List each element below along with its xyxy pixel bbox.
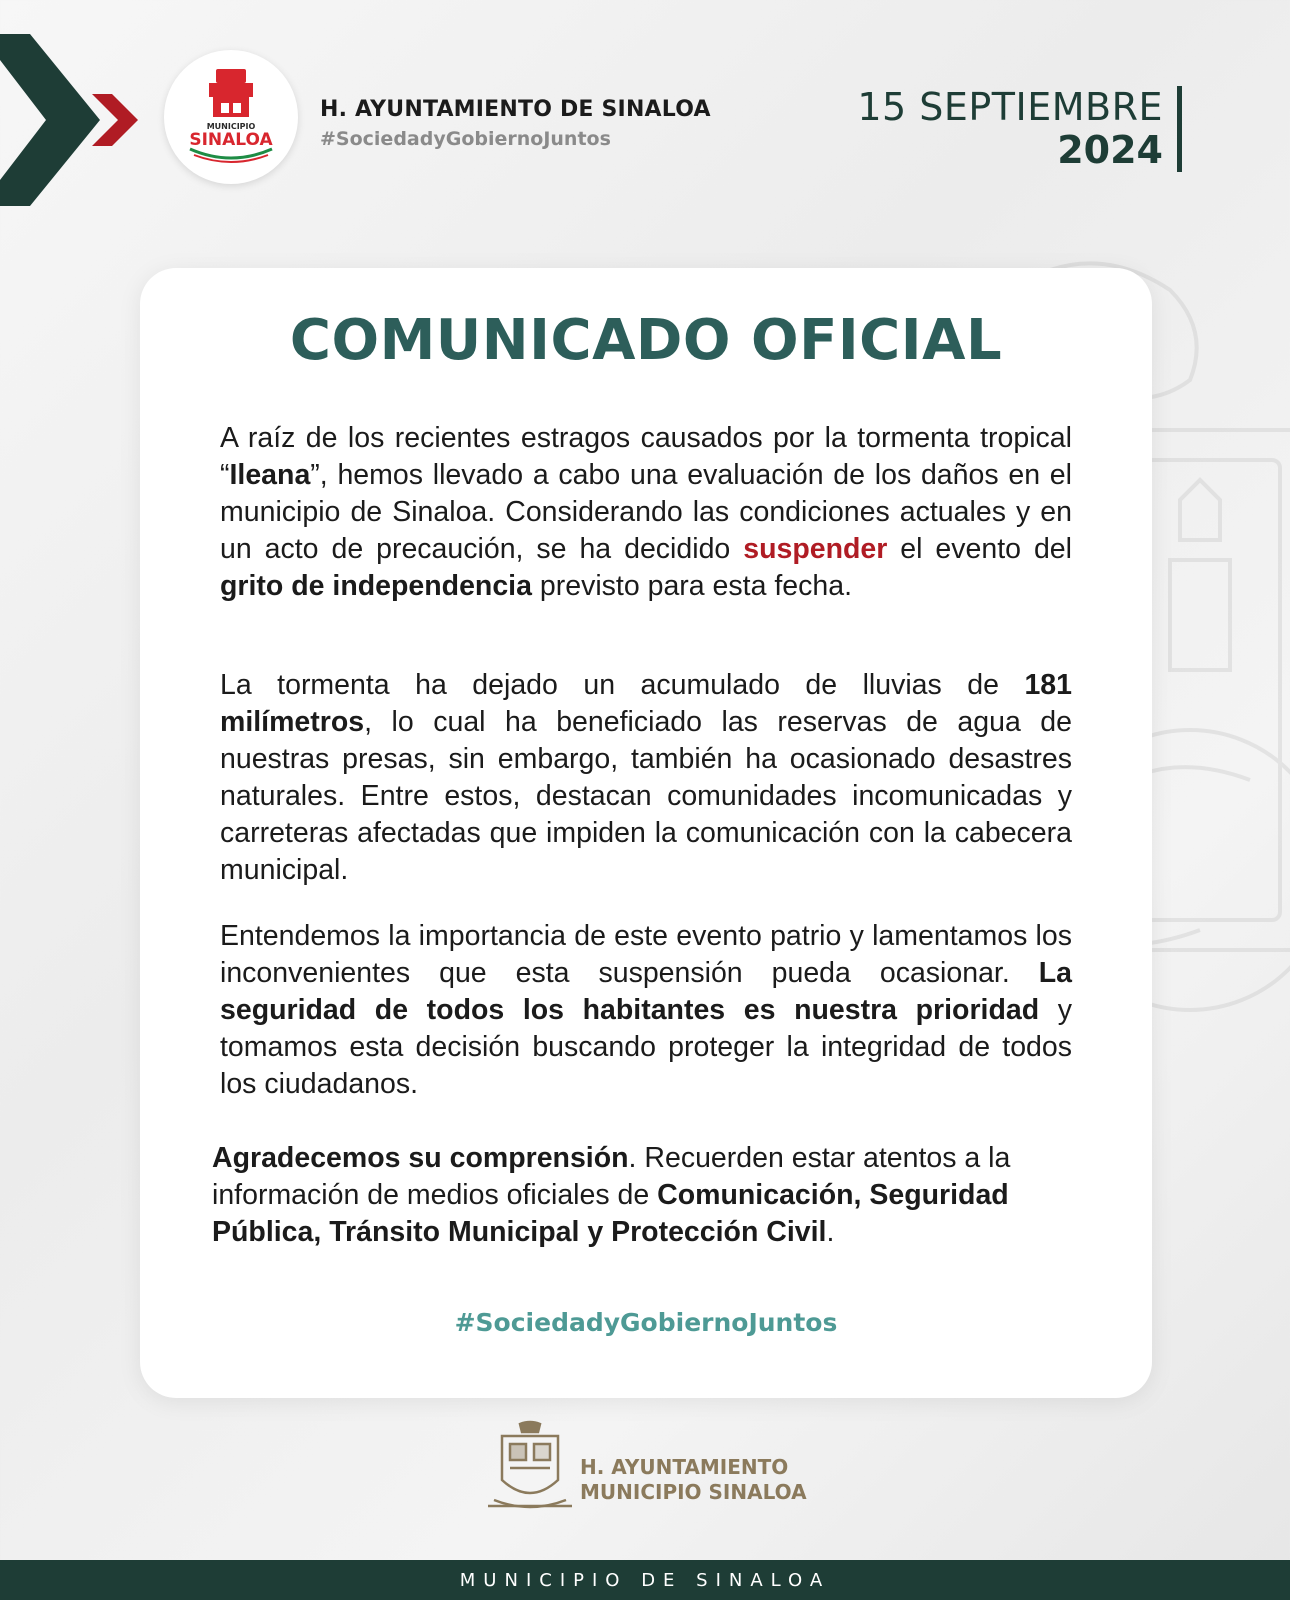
- text-run: A raíz de los recientes estragos causados por la tormenta tropical “: [220, 422, 1072, 491]
- text-run: . Recuerden estar atentos a la información de medios oficiales de: [212, 1142, 1011, 1211]
- text-run: y tomamos esta decisión buscando proteger la integridad de todos los ciudadanos.: [220, 994, 1072, 1100]
- bold-text: La seguridad de todos los habitantes es nuestra prioridad: [220, 957, 1072, 1026]
- paragraph-2: [220, 667, 1072, 889]
- bold-text: grito de independencia: [220, 570, 532, 602]
- highlight-red-text: suspender: [743, 533, 888, 565]
- paragraph-3: [220, 918, 1072, 1103]
- text-run: ”, hemos llevado a cabo una evaluación de los daños en el municipio de Sinaloa. Considerando las condiciones actuales y en un acto de precaución, se ha decidido: [220, 459, 1072, 565]
- paragraph-4: [212, 1140, 1092, 1251]
- bottom-bar-text: MUNICIPIO DE SINALOA: [459, 1569, 831, 1591]
- chevron-right-icon: [0, 30, 150, 210]
- page-title: COMUNICADO OFICIAL: [289, 308, 1003, 373]
- card-hashtag: #SociedadyGobiernoJuntos: [454, 1308, 838, 1337]
- text-run: Entendemos la importancia de este evento patrio y lamentamos los inconvenientes que esta suspensión pueda ocasionar.: [220, 920, 1072, 989]
- svg-text:SINALOA: SINALOA: [189, 130, 273, 150]
- bold-text: Ileana: [229, 459, 311, 491]
- header-hashtag: #SociedadyGobiernoJuntos: [320, 128, 611, 150]
- municipality-logo: [164, 50, 298, 184]
- svg-text:MUNICIPIO: MUNICIPIO: [206, 122, 256, 131]
- announcement-card: [140, 268, 1152, 1398]
- org-name: H. AYUNTAMIENTO DE SINALOA: [320, 97, 711, 122]
- bottom-bar: [0, 1560, 1290, 1600]
- date-block: [857, 86, 1182, 172]
- footer-line-2: MUNICIPIO SINALOA: [580, 1480, 807, 1504]
- bold-text: Agradecemos su comprensión: [212, 1142, 629, 1174]
- footer-org-name: [580, 1455, 807, 1505]
- text-run: .: [826, 1216, 835, 1248]
- coat-of-arms-icon: [480, 1420, 580, 1516]
- text-run: , lo cual ha beneficiado las reservas de agua de nuestras presas, sin embargo, también ha ocasionado desastres naturales. Entre estos, destacan comunidades incomunicadas y carreteras afectadas que impiden la comunicación con la cabecera municipal.: [220, 706, 1072, 886]
- paragraph-1: [220, 420, 1072, 605]
- date-day: 15 SEPTIEMBRE: [857, 85, 1163, 129]
- sinaloa-logo-icon: [176, 65, 286, 169]
- bold-text: 181 milímetros: [220, 669, 1072, 738]
- text-run: La tormenta ha dejado un acumulado de lluvias de: [220, 669, 1025, 701]
- bold-text: Comunicación, Seguridad Pública, Tránsito Municipal y Protección Civil: [212, 1179, 1009, 1248]
- date-year: 2024: [1057, 128, 1163, 172]
- text-run: previsto para esta fecha.: [531, 570, 852, 602]
- footer-line-1: H. AYUNTAMIENTO: [580, 1455, 789, 1479]
- org-header: [320, 97, 711, 150]
- text-run: el evento del: [887, 533, 1072, 565]
